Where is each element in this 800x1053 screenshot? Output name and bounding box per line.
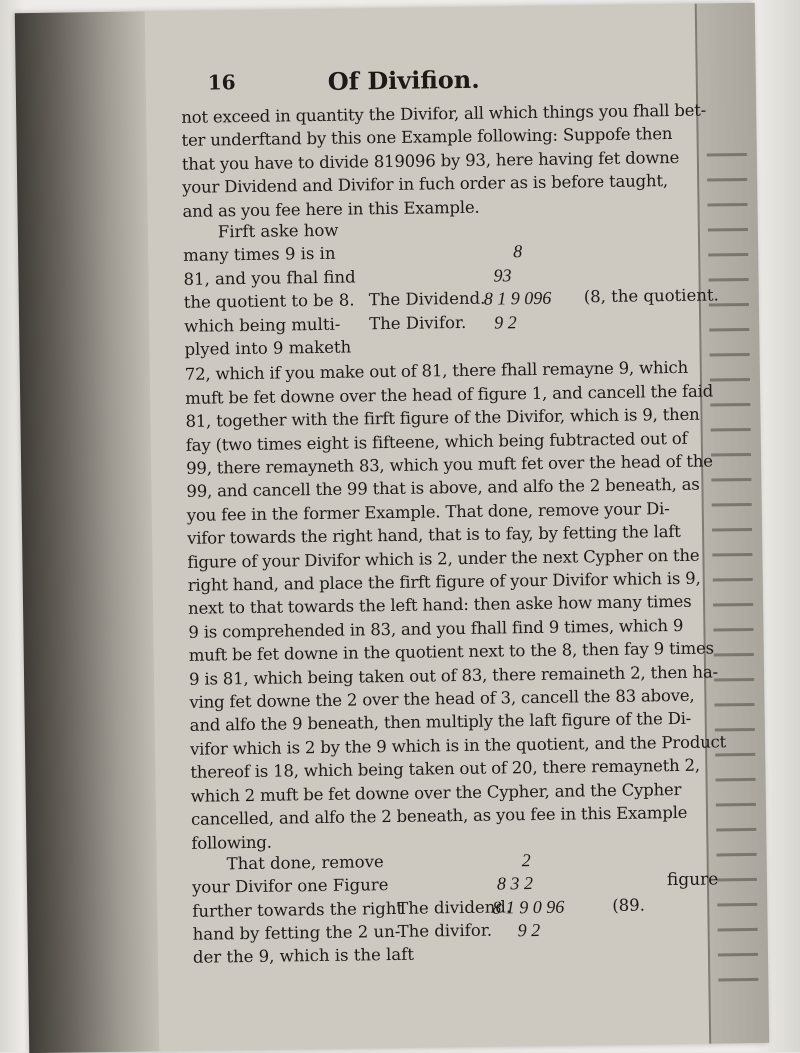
worked-example-one (183, 215, 725, 363)
example-text: the quotient to be 8. (183, 290, 355, 313)
text-line: 99, there remayneth 83, which you muft fet over the head of the (186, 451, 713, 478)
worked-example-two (192, 847, 734, 971)
example-text: plyed into 9 maketh (184, 337, 352, 359)
example-text: 81, and you fhal find (183, 267, 356, 289)
text-line: that you have to divide 819096 by 93, here having fet downe (181, 147, 680, 174)
page-header (208, 65, 608, 105)
text-line: fay (two times eight is fifteene, which being fubtracted out of (185, 428, 688, 455)
text-line: ter underftand by this one Example following: Suppofe then (181, 124, 673, 151)
example-text: Firft aske how (217, 220, 339, 242)
text-line: vifor which is 2 by the 9 which is in the quotient, and the Product (189, 732, 727, 759)
text-line: vifor towards the right hand, that is to fay, by fetting the laft (186, 522, 681, 549)
handwritten-remainder: 8 (513, 241, 523, 262)
example-text: your Divifor one Figure (191, 875, 389, 898)
example-text: hand by fetting the 2 un- (192, 921, 401, 944)
text-line: not exceed in quantity the Divifor, all which things you fhall bet- (181, 100, 707, 127)
example-text: further towards the right (192, 898, 404, 921)
text-line: you fee in the former Example. That done, remove your Di- (186, 498, 670, 525)
text-line: 81, together with the firft figure of the Divifor, which is 9, then (185, 404, 700, 432)
text-line: muft be fet downe over the head of figure 1, and cancell the faid (185, 381, 714, 408)
text-line: which 2 muft be fet downe over the Cypher, and the Cypher (190, 779, 682, 806)
text-line: figure of your Divifor which is 2, under the next Cypher on the (187, 545, 700, 572)
binding-gutter (15, 11, 160, 1053)
running-title: Of Divifion. (327, 64, 480, 96)
quotient-note: (89. (612, 895, 646, 915)
text-line: 72, which if you make out of 81, there fhall remayne 9, which (184, 358, 689, 385)
dividend-value: 8 1 9 096 (483, 287, 552, 309)
text-line: and as you fee here in this Example. (182, 197, 480, 221)
book-page (15, 3, 767, 1053)
text-line: your Dividend and Divifor in fuch order as is before taught, (182, 171, 668, 198)
text-line: following. (191, 832, 272, 853)
text-line: cancelled, and alfo the 2 beneath, as you fee in this Example (190, 802, 688, 829)
example-text: That done, remove (226, 852, 384, 874)
dividend-label: The dividend. (397, 897, 512, 918)
text-line: 9 is 81, which being taken out of 83, there remaineth 2, then ha- (188, 662, 719, 689)
dividend-value: 8 1 9 0 96 (492, 896, 565, 918)
handwritten-remainder: 93 (493, 265, 512, 286)
divisor-value: 9 2 (517, 920, 541, 941)
text-line: thereof is 18, which being taken out of 20, there remayneth 2, (190, 755, 701, 783)
text-line: ving fet downe the 2 over the head of 3, cancell the 83 above, (189, 685, 695, 712)
text-line: muft be fet downe in the quotient next to the 8, then fay 9 times (188, 638, 714, 666)
text-line: right hand, and place the firft figure of your Divifor which is 9, (187, 568, 701, 595)
quotient-note: (8, the quotient. (583, 285, 719, 307)
text-line: next to that towards the left hand: then aske how many times (187, 592, 692, 619)
divisor-value: 9 2 (493, 311, 517, 333)
example-text: which being multi- (184, 314, 341, 336)
handwritten-remainder: 8 3 2 (496, 873, 534, 894)
text-line: and alfo the 9 beneath, then multiply the laft figure of the Di- (189, 709, 692, 736)
page-number: 16 (207, 70, 236, 95)
text-line: 99, and cancell the 99 that is above, and alfo the 2 beneath, as (186, 475, 700, 502)
divisor-label: The Divifor. (369, 312, 467, 333)
catchword: figure (666, 869, 719, 891)
text-line: 9 is comprehended in 83, and you fhall find 9 times, which 9 (188, 615, 684, 642)
dividend-label: The Dividend. (368, 288, 486, 310)
example-text: der the 9, which is the laft (192, 945, 415, 968)
divisor-label: The divifor. (397, 920, 493, 942)
handwritten-remainder: 2 (521, 849, 531, 871)
example-text: many times 9 is in (183, 244, 336, 266)
main-text (181, 98, 733, 971)
